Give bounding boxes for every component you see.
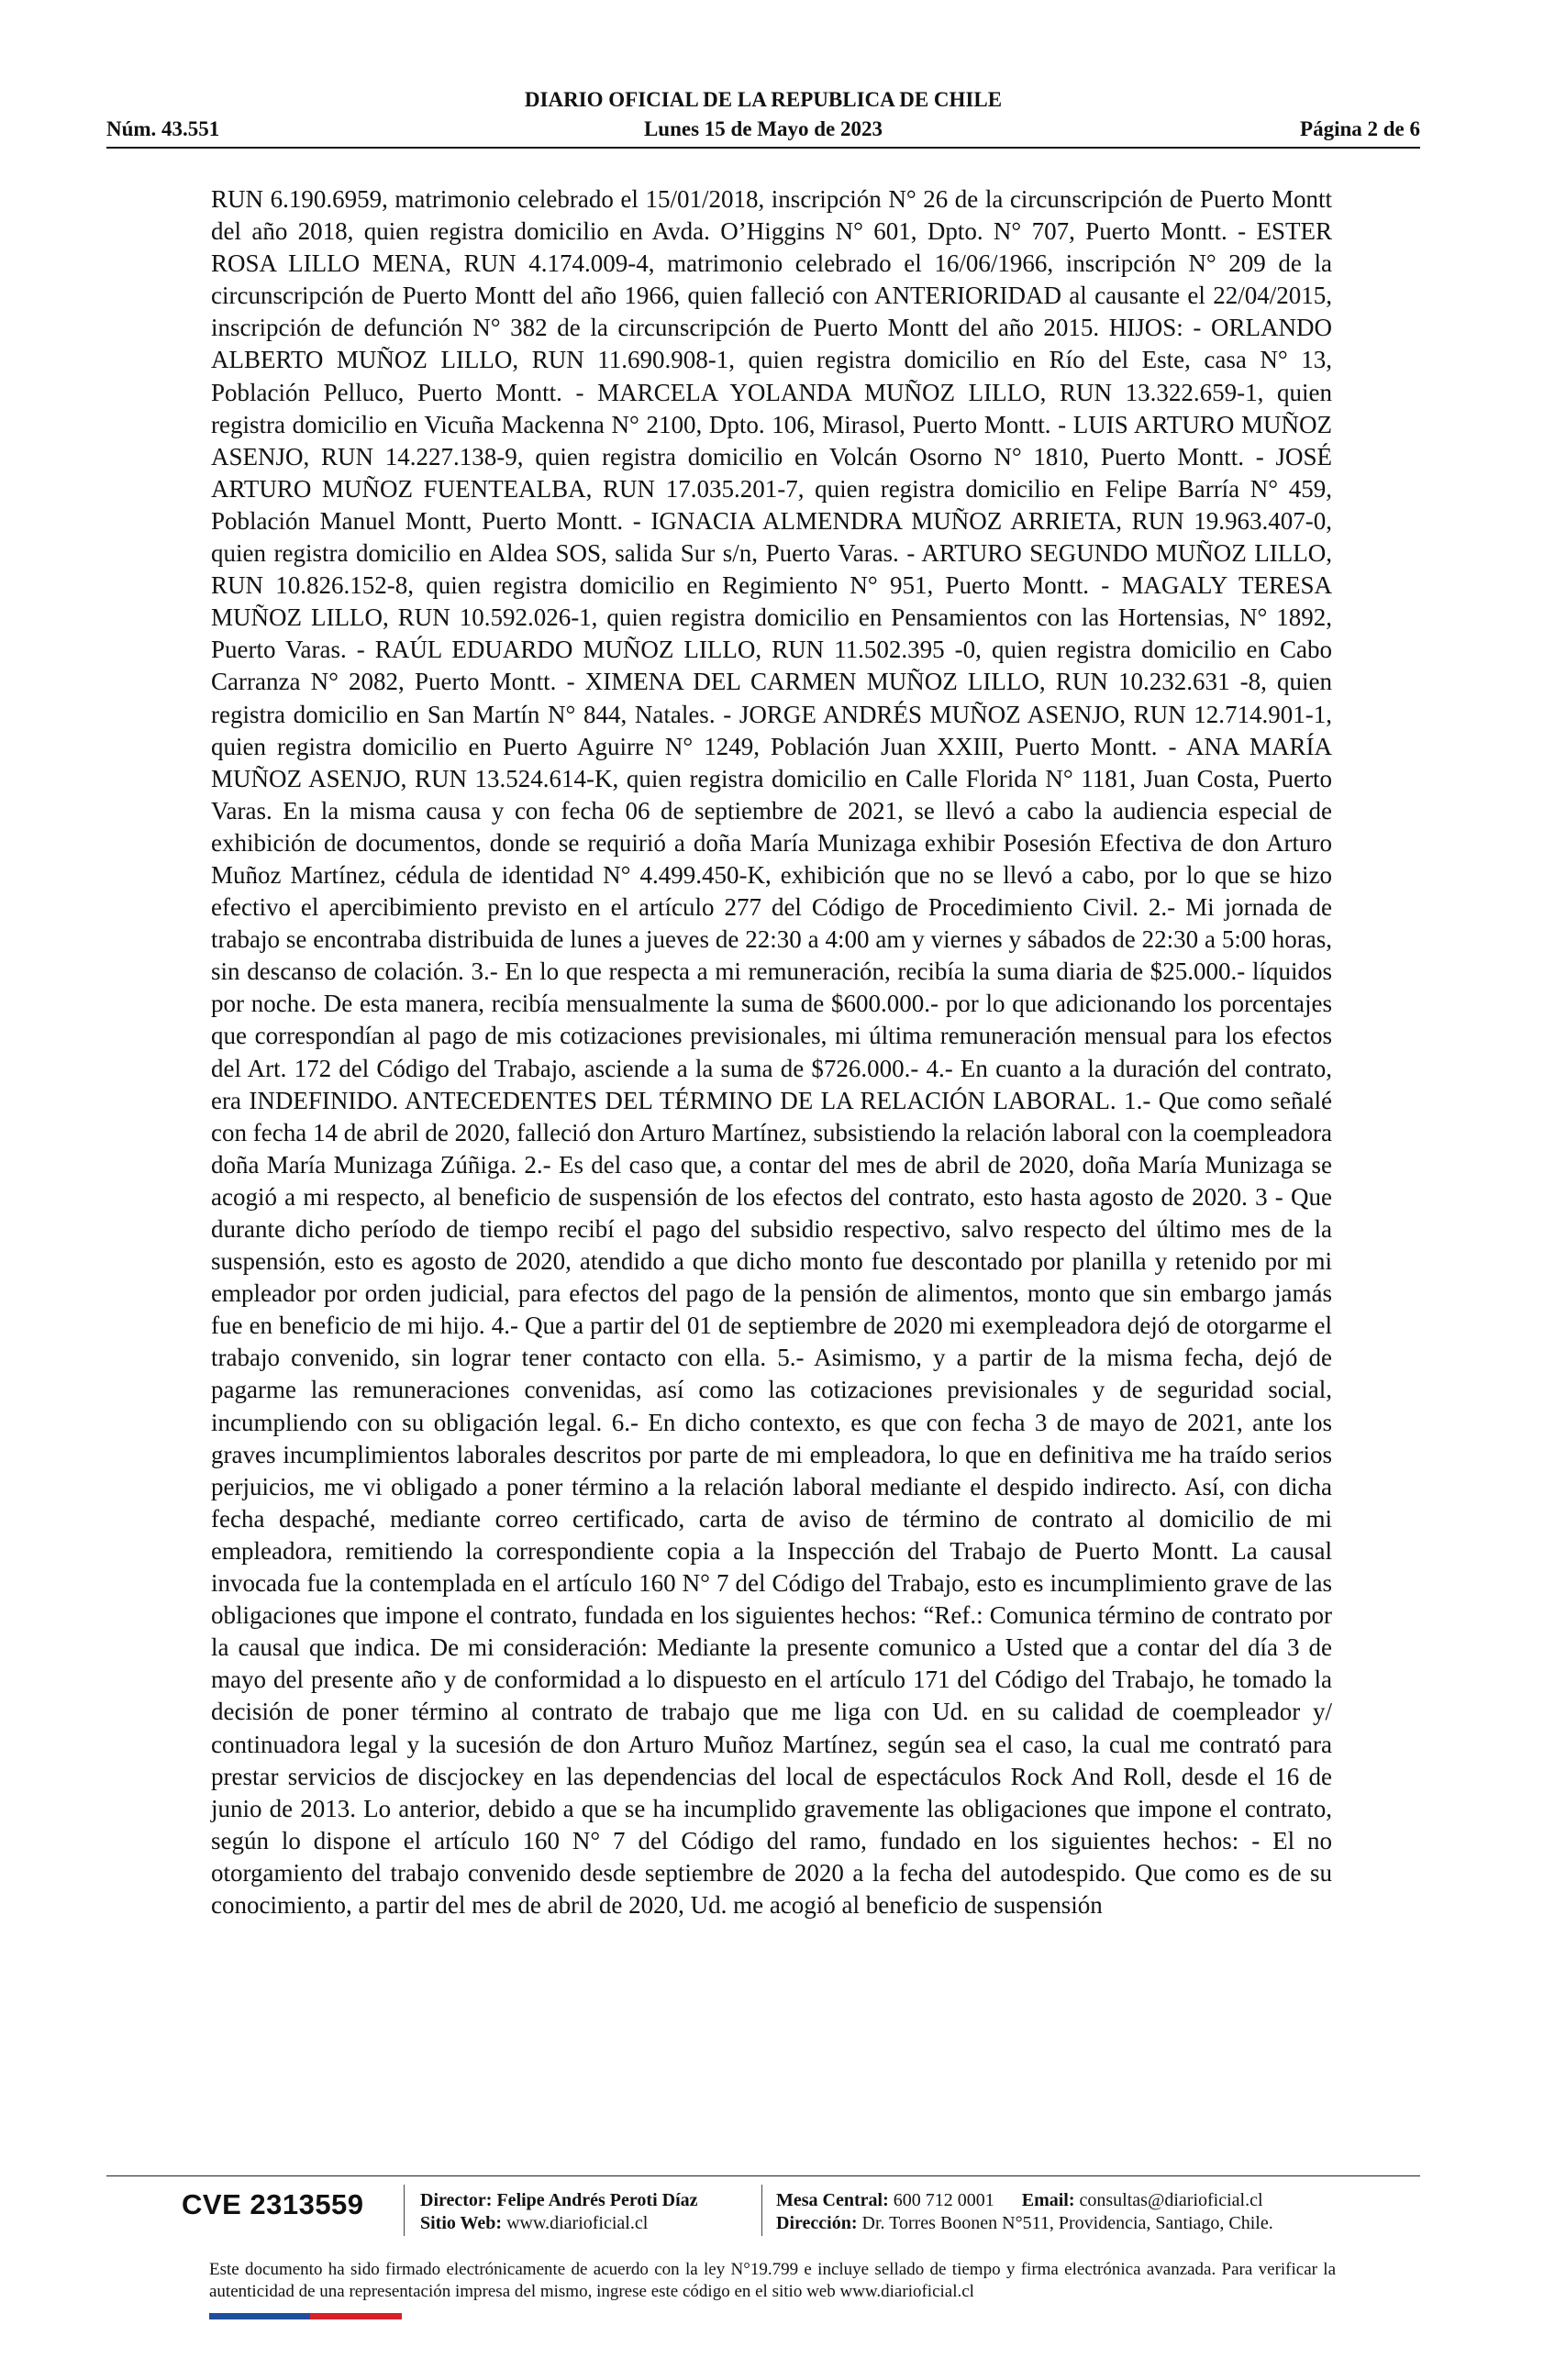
website-label: Sitio Web:	[420, 2213, 503, 2233]
email-label: Email:	[1021, 2190, 1075, 2210]
phone-label: Mesa Central:	[776, 2190, 889, 2210]
director-label: Director:	[420, 2190, 493, 2210]
flag-stripe-blue	[209, 2313, 310, 2319]
footer-director-block	[420, 2189, 698, 2235]
email-link[interactable]: consultas@diarioficial.cl	[1079, 2190, 1263, 2210]
issue-date: Lunes 15 de Mayo de 2023	[643, 117, 883, 140]
flag-stripe-red	[310, 2313, 402, 2319]
footer-contact-block	[776, 2189, 1273, 2235]
address-value: Dr. Torres Boonen N°511, Providencia, Santiago, Chile.	[861, 2213, 1273, 2233]
address-label: Dirección:	[776, 2213, 858, 2233]
address-line	[776, 2212, 1273, 2235]
publication-title: DIARIO OFICIAL DE LA REPUBLICA DE CHILE	[524, 88, 1003, 111]
director-name: Felipe Andrés Peroti Díaz	[496, 2190, 698, 2210]
footer-divider	[106, 2175, 1420, 2176]
website-line	[420, 2212, 698, 2235]
body-paragraph: RUN 6.190.6959, matrimonio celebrado el 15/01/2018, inscripción N° 26 de la circunscripción de Puerto Montt del año 2018, quien registra domicilio en Avda. O’Higgins N° 601, Dpto. N° 707, Puerto Montt. - ESTER ROSA LILLO MENA, RUN 4.174.009-4, matrimonio celebrado el 16/06/1966, inscripción N° 209 de la circunscripción de Puerto Montt del año 1966, quien falleció con ANTERIORIDAD al causante el 22/04/2015, inscripción de defunción N° 382 de la circunscripción de Puerto Montt del año 2015. HIJOS: - ORLANDO ALBERTO MUÑOZ LILLO, RUN 11.690.908-1, quien registra domicilio en Río del Este, casa N° 13, Población Pelluco, Puerto Montt. - MARCELA YOLANDA MUÑOZ LILLO, RUN 13.322.659-1, quien registra domicilio en Vicuña Mackenna N° 2100, Dpto. 106, Mirasol, Puerto Montt. - LUIS ARTURO MUÑOZ ASENJO, RUN 14.227.138-9, quien registra domicilio en Volcán Osorno N° 1810, Puerto Montt. - JOSÉ ARTURO MUÑOZ FUENTEALBA, RUN 17.035.201-7, quien registra domicilio en Felipe Barría N° 459, Población Manuel Montt, Puerto Montt. - IGNACIA ALMENDRA MUÑOZ ARRIETA, RUN 19.963.407-0, quien registra domicilio en Aldea SOS, salida Sur s/n, Puerto Varas. - ARTURO SEGUNDO MUÑOZ LILLO, RUN 10.826.152-8, quien registra domicilio en Regimiento N° 951, Puerto Montt. - MAGALY TERESA MUÑOZ LILLO, RUN 10.592.026-1, quien registra domicilio en Pensamientos con las Hortensias, N° 1892, Puerto Varas. - RAÚL EDUARDO MUÑOZ LILLO, RUN 11.502.395 -0, quien registra domicilio en Cabo Carranza N° 2082, Puerto Montt. - XIMENA DEL CARMEN MUÑOZ LILLO, RUN 10.232.631 -8, quien registra domicilio en San Martín N° 844, Natales. - JORGE ANDRÉS MUÑOZ ASENJO, RUN 12.714.901-1, quien registra domicilio en Puerto Aguirre N° 1249, Población Juan XXIII, Puerto Montt. - ANA MARÍA MUÑOZ ASENJO, RUN 13.524.614-K, quien registra domicilio en Calle Florida N° 1181, Juan Costa, Puerto Varas. En la misma causa y con fecha 06 de septiembre de 2021, se llevó a cabo la audiencia especial de exhibición de documentos, donde se requirió a doña María Munizaga exhibir Posesión Efectiva de don Arturo Muñoz Martínez, cédula de identidad N° 4.499.450-K, exhibición que no se llevó a cabo, por lo que se hizo efectivo el apercibimiento previsto en el artículo 277 del Código de Procedimiento Civil. 2.- Mi jornada de trabajo se encontraba distribuida de lunes a jueves de 22:30 a 4:00 am y viernes y sábados de 22:30 a 5:00 horas, sin descanso de colación. 3.- En lo que respecta a mi remuneración, recibía la suma diaria de $25.000.- líquidos por noche. De esta manera, recibía mensualmente la suma de $600.000.- por lo que adicionando los porcentajes que correspondían al pago de mis cotizaciones previsionales, mi última remuneración mensual para los efectos del Art. 172 del Código del Trabajo, asciende a la suma de $726.000.- 4.- En cuanto a la duración del contrato, era INDEFINIDO. ANTECEDENTES DEL TÉRMINO DE LA RELACIÓN LABORAL. 1.- Que como señalé con fecha 14 de abril de 2020, falleció don Arturo Martínez, subsistiendo la relación laboral con la coempleadora doña María Munizaga Zúñiga. 2.- Es del caso que, a contar del mes de abril de 2020, doña María Munizaga se acogió a mi respecto, al beneficio de suspensión de los efectos del contrato, esto hasta agosto de 2020. 3 - Que durante dicho período de tiempo recibí el pago del subsidio respectivo, salvo respecto del último mes de la suspensión, esto es agosto de 2020, atendido a que dicho monto fue descontado por planilla y retenido por mi empleador por orden judicial, para efectos del pago de la pensión de alimentos, monto que sin embargo jamás fue en beneficio de mi hijo. 4.- Que a partir del 01 de septiembre de 2020 mi exempleadora dejó de otorgarme el trabajo convenido, sin lograr tener contacto con ella. 5.- Asimismo, y a partir de la misma fecha, dejó de pagarme las remuneraciones convenidas, así como las cotizaciones previsionales y de seguridad social, incumpliendo con su obligación legal. 6.- En dicho contexto, es que con fecha 3 de mayo de 2021, ante los graves incumplimientos laborales descritos por parte de mi empleadora, lo que en definitiva me ha traído serios perjuicios, me vi obligado a poner término a la relación laboral mediante el despido indirecto. Así, con dicha fecha despaché, mediante correo certificado, carta de aviso de término de contrato al domicilio de mi empleadora, remitiendo la correspondiente copia a la Inspección del Trabajo de Puerto Montt. La causal invocada fue la contemplada en el artículo 160 N° 7 del Código del Trabajo, esto es incumplimiento grave de las obligaciones que impone el contrato, fundada en los siguientes hechos: “Ref.: Comunica término de contrato por la causal que indica. De mi consideración: Mediante la presente comunico a Usted que a contar del día 3 de mayo del presente año y de conformidad a lo dispuesto en el artículo 171 del Código del Trabajo, he tomado la decisión de poner término al contrato de trabajo que me liga con Ud. en su calidad de coempleador y/ continuadora legal y la sucesión de don Arturo Muñoz Martínez, según sea el caso, la cual me contrató para prestar servicios de discjockey en las dependencias del local de espectáculos Rock And Roll, desde el 16 de junio de 2013. Lo anterior, debido a que se ha incumplido gravemente las obligaciones que impone el contrato, según lo dispone el artículo 160 N° 7 del Código del ramo, fundado en los siguientes hechos: - El no otorgamiento del trabajo convenido desde septiembre de 2020 a la fecha del autodespido. Que como es de su conocimiento, a partir del mes de abril de 2020, Ud. me acogió al beneficio de suspensión	[211, 185, 1332, 1919]
issue-number: Núm. 43.551	[106, 117, 220, 140]
phone-value: 600 712 0001	[893, 2190, 994, 2210]
footer-separator	[404, 2185, 405, 2236]
website-link[interactable]: www.diarioficial.cl	[506, 2213, 649, 2233]
signature-notice: Este documento ha sido firmado electrónicamente de acuerdo con la ley N°19.799 e incluye sellado de tiempo y firma electrónica avanzada. Para verificar la autenticidad de una representación impresa del mismo, ingrese este código en el sitio web www.diarioficial.cl	[209, 2260, 1336, 2301]
page-header	[106, 86, 1420, 152]
director-line	[420, 2189, 698, 2212]
page-indicator: Página 2 de 6	[1300, 117, 1420, 140]
footer-separator	[761, 2185, 762, 2236]
header-divider	[106, 147, 1420, 149]
cve-code: CVE 2313559	[182, 2188, 364, 2220]
contact-line	[776, 2189, 1273, 2212]
